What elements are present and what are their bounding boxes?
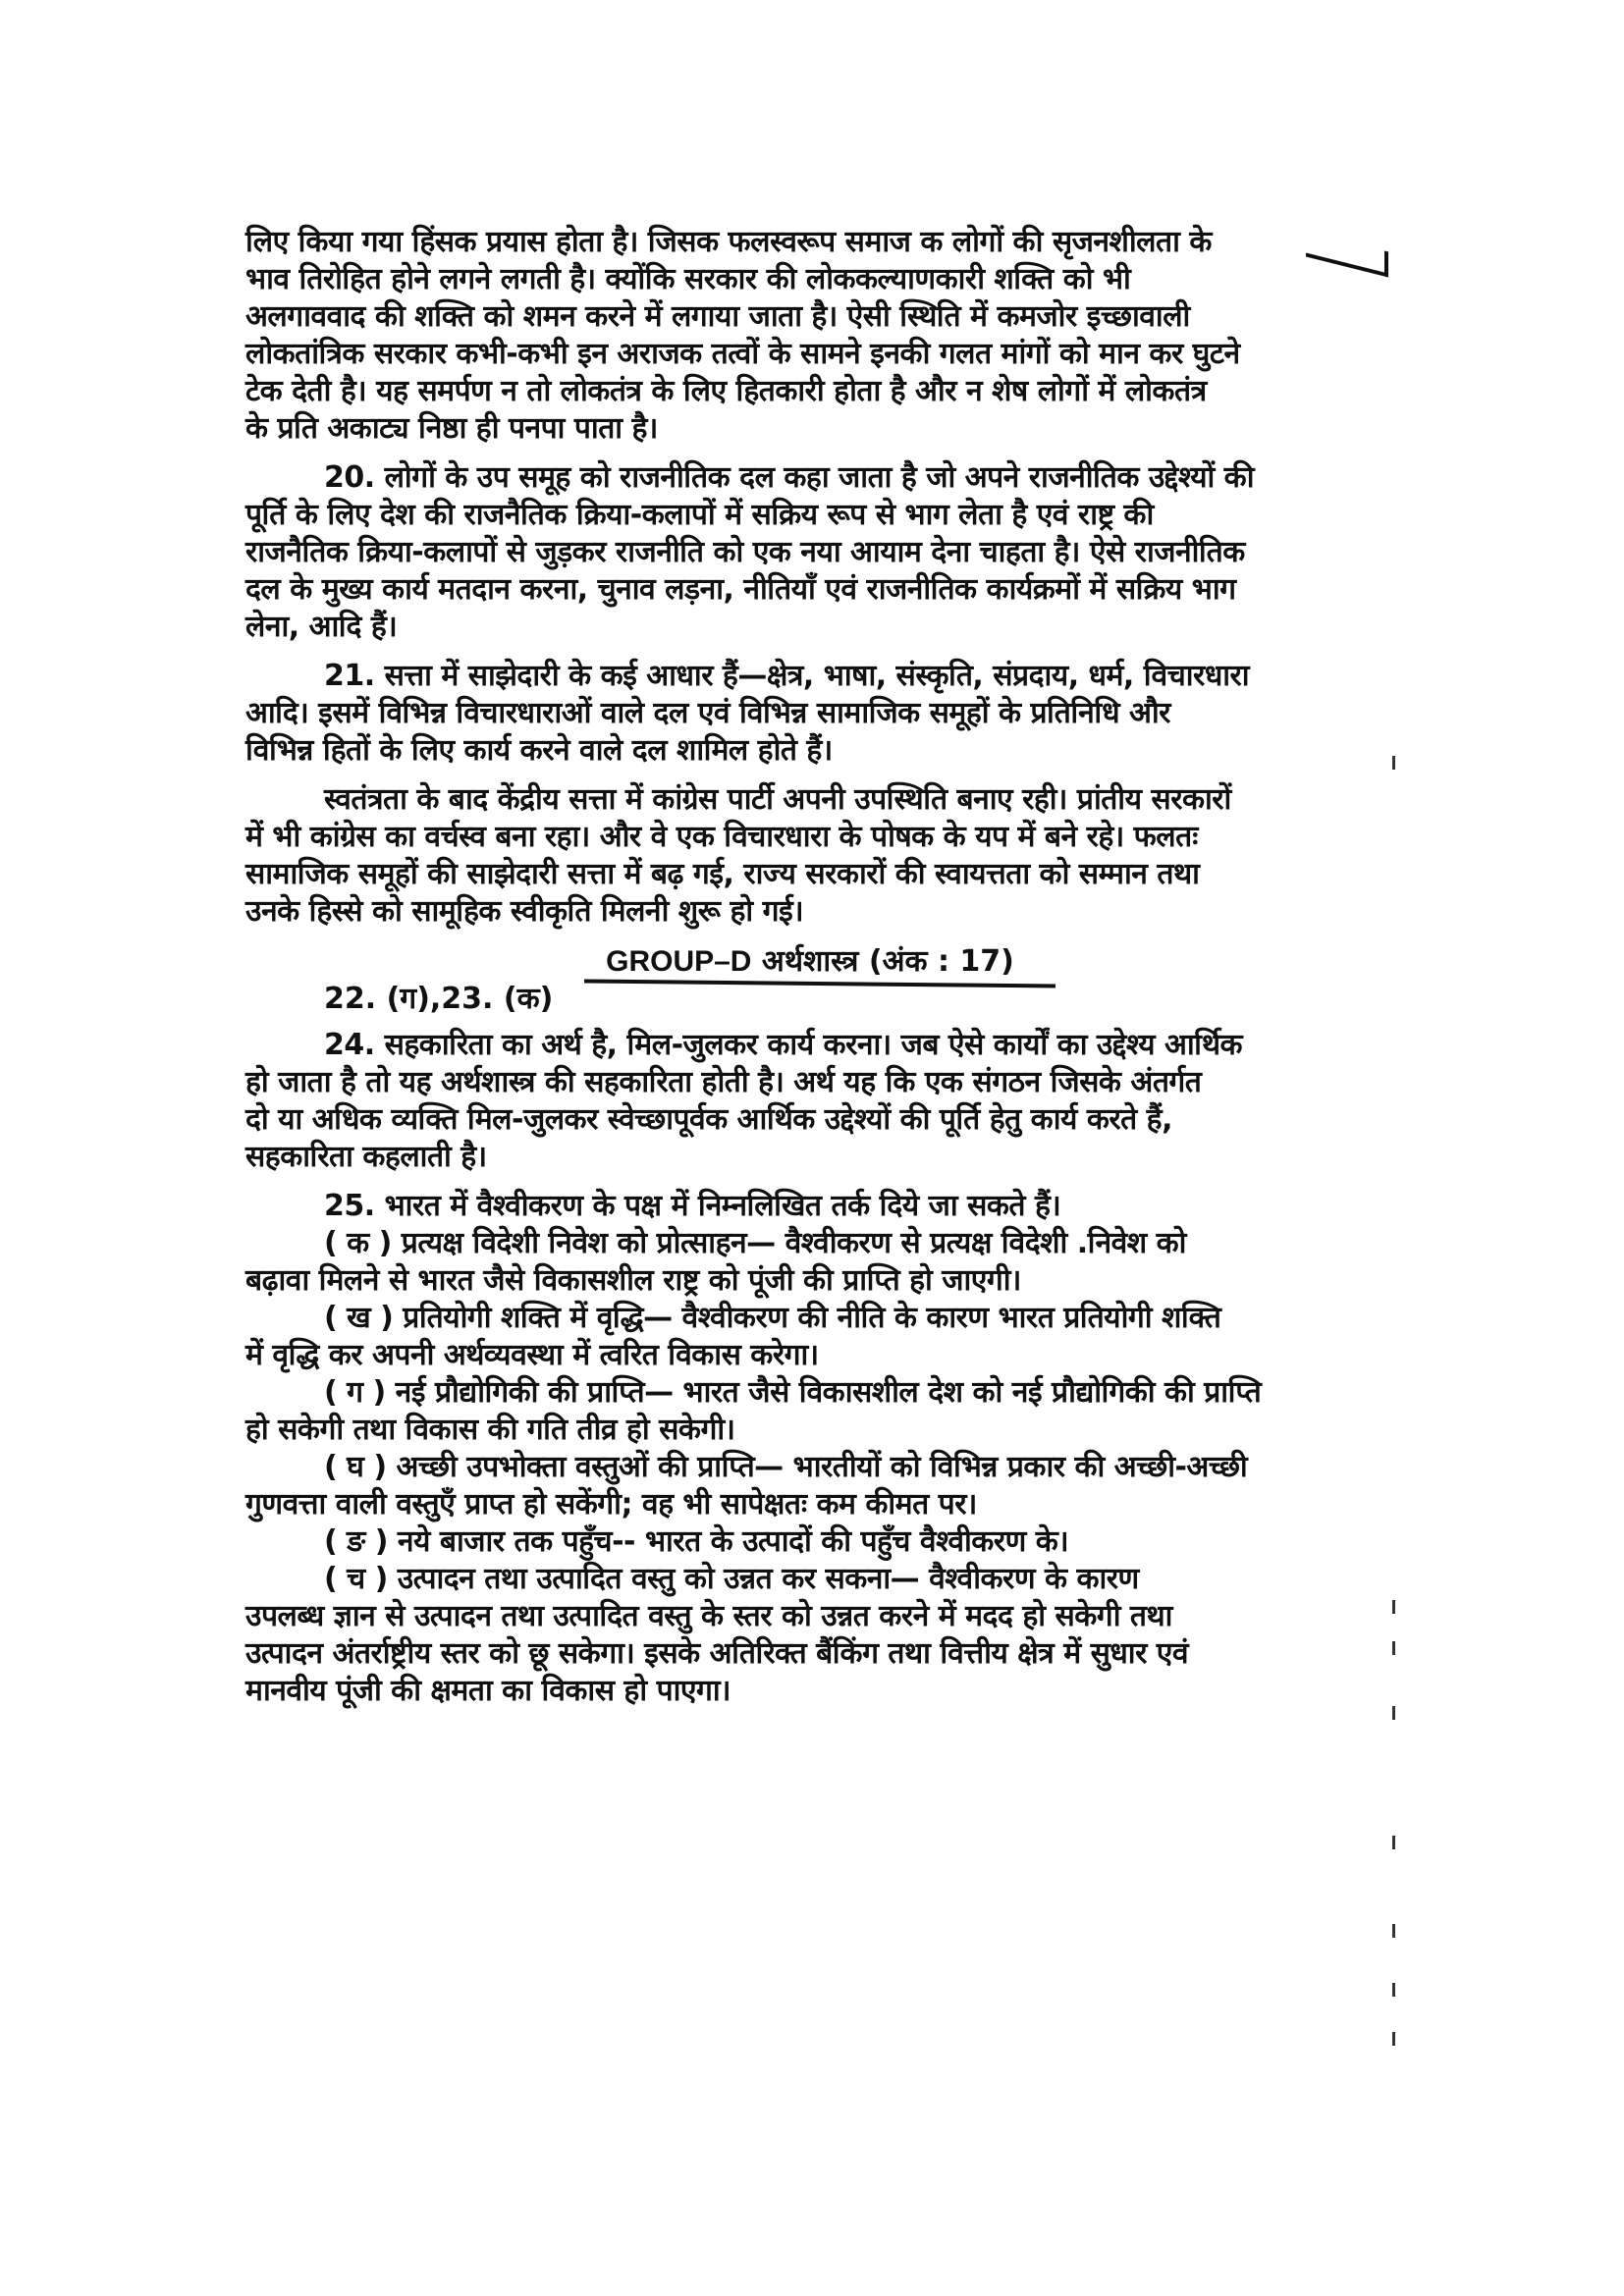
text-line: पूर्ति के लिए देश की राजनैतिक क्रिया-कलापों में सक्रिय रूप से भाग लेता है एवं राष्ट्र की — [245, 498, 1154, 532]
text-line: हो जाता है तो यह अर्थशास्त्र की सहकारिता होती है। अर्थ यह कि एक संगठन जिसके अंतर्गत — [245, 1065, 1202, 1099]
text-line: उत्पादन अंतर्राष्ट्रीय स्तर को छू सकेगा। इसके अतिरिक्त बैंकिंग तथा वित्तीय क्षेत्र में सुधार एवं — [245, 1636, 1189, 1671]
text-line: के प्रति अकाट्य निष्ठा ही पनपा पाता है। — [245, 411, 658, 446]
text-line: भाव तिरोहित होने लगने लगती है। क्योंकि सरकार की लोककल्याणकारी शक्ति को भी — [245, 262, 1131, 296]
document-page — [245, 224, 1375, 1722]
text-line: आदि। इसमें विभिन्न विचारधाराओं वाले दल एवं विभिन्न सामाजिक समूहों के प्रतिनिधि और — [245, 696, 1170, 730]
text-line: 20. लोगों के उप समूह को राजनीतिक दल कहा जाता है जो अपने राजनीतिक उद्देश्यों की — [324, 460, 1254, 495]
margin-mark — [1392, 1641, 1395, 1655]
text-line: स्वतंत्रता के बाद केंद्रीय सत्ता में कांग्रेस पार्टी अपनी उपस्थिति बनाए रही। प्रांतीय सरकारों — [324, 782, 1231, 817]
section-heading — [245, 942, 1375, 982]
marks-label: (अंक : 17) — [868, 944, 1014, 979]
answer-24 — [245, 1027, 1375, 1176]
margin-mark — [1392, 1983, 1395, 1997]
text-line: दो या अधिक व्यक्ति मिल-जुलकर स्वेच्छापूर्वक आर्थिक उद्देश्यों की पूर्ति हेतु कार्य करते हैं, — [245, 1102, 1173, 1137]
point-gha: ( घ ) अच्छी उपभोक्ता वस्तुओं की प्राप्ति— भारतीयों को विभिन्न प्रकार की अच्छी-अच्छी — [324, 1450, 1248, 1484]
text-line: 24. सहकारिता का अर्थ है, मिल-जुलकर कार्य करना। जब ऐसे कार्यों का उद्देश्य आर्थिक — [324, 1028, 1243, 1062]
margin-mark — [1392, 1600, 1395, 1614]
text-line: टेक देती है। यह समर्पण न तो लोकतंत्र के लिए हितकारी होता है और न शेष लोगों में लोकतंत्र — [245, 374, 1207, 408]
text-line: गुणवत्ता वाली वस्तुएँ प्राप्त हो सकेंगी; वह भी सापेक्षतः कम कीमत पर। — [245, 1487, 977, 1522]
text-line: उनके हिस्से को सामूहिक स्वीकृति मिलनी शुरू हो गई। — [245, 894, 804, 929]
text-line: लिए किया गया हिंसक प्रयास होता है। जिसक फलस्वरूप समाज क लोगों की सृजनशीलता के — [245, 225, 1212, 259]
margin-mark — [1392, 1924, 1395, 1938]
answer-20 — [245, 459, 1375, 646]
point-kha: ( ख ) प्रतियोगी शक्ति में वृद्धि— वैश्वीकरण की नीति के कारण भारत प्रतियोगी शक्ति — [324, 1301, 1221, 1335]
text-line: लोकतांत्रिक सरकार कभी-कभी इन अराजक तत्वों के सामने इनकी गलत मांगों को मान कर घुटने — [245, 337, 1240, 371]
text-line: विभिन्न हितों के लिए कार्य करने वाले दल शामिल होते हैं। — [245, 733, 833, 768]
text-line: उपलब्ध ज्ञान से उत्पादन तथा उत्पादित वस्तु के स्तर को उन्नत करने में मदद हो सकेगी तथा — [245, 1599, 1172, 1633]
answer-21 — [245, 658, 1375, 770]
subject-label: अर्थशास्त्र — [761, 944, 859, 979]
text-line: अलगाववाद की शक्ति को शमन करने में लगाया जाता है। ऐसी स्थिति में कमजोर इच्छावाली — [245, 299, 1190, 334]
margin-mark — [1392, 2032, 1395, 2046]
margin-mark — [1392, 1706, 1395, 1720]
text-line: दल के मुख्य कार्य मतदान करना, चुनाव लड़ना, नीतियाँ एवं राजनीतिक कार्यक्रमों में सक्रिय भाग — [245, 572, 1236, 607]
point-ga: ( ग ) नई प्रौद्योगिकी की प्राप्ति— भारत जैसे विकासशील देश को नई प्रौद्योगिकी की प्राप्ति — [324, 1375, 1262, 1410]
margin-mark — [1392, 1836, 1395, 1849]
group-label: GROUP–D — [606, 945, 752, 978]
answers-22-23: 22. (ग),23. (क) — [324, 982, 554, 1016]
answer-21-paragraph-2 — [245, 781, 1375, 931]
point-cha: ( च ) उत्पादन तथा उत्पादित वस्तु को उन्नत कर सकना— वैश्वीकरण के कारण — [324, 1562, 1139, 1596]
text-line: में भी कांग्रेस का वर्चस्व बना रहा। और वे एक विचारधारा के पोषक के यप में बने रहे। फलतः — [245, 820, 1198, 854]
text-line: लेना, आदि हैं। — [245, 610, 398, 644]
text-line: बढ़ावा मिलने से भारत जैसे विकासशील राष्ट्र को पूंजी की प्राप्ति हो जाएगी। — [245, 1263, 1021, 1298]
continuation-paragraph — [245, 224, 1375, 448]
text-line: सहकारिता कहलाती है। — [245, 1140, 487, 1174]
margin-mark — [1392, 756, 1395, 770]
text-line: हो सकेगी तथा विकास की गति तीव्र हो सकेगी। — [245, 1413, 735, 1447]
text-line: मानवीय पूंजी की क्षमता का विकास हो पाएगा। — [245, 1674, 731, 1708]
point-ka: ( क ) प्रत्यक्ष विदेशी निवेश को प्रोत्साहन— वैश्वीकरण से प्रत्यक्ष विदेशी .निवेश को — [324, 1226, 1186, 1260]
text-line: सामाजिक समूहों की साझेदारी सत्ता में बढ़ गई, राज्य सरकारों की स्वायत्तता को सम्मान तथा — [245, 857, 1200, 891]
text-line: राजनैतिक क्रिया-कलापों से जुड़कर राजनीति को एक नया आयाम देना चाहता है। ऐसे राजनीतिक — [245, 535, 1245, 569]
text-line: 21. सत्ता में साझेदारी के कई आधार हैं—क्षेत्र, भाषा, संस्कृति, संप्रदाय, धर्म, विचारधारा — [324, 659, 1250, 693]
text-line: में वृद्धि कर अपनी अर्थव्यवस्था में त्वरित विकास करेगा। — [245, 1338, 819, 1372]
point-nga: ( ङ ) नये बाजार तक पहुँच-- भारत के उत्पादों की पहुँच वैश्वीकरण के। — [324, 1524, 1069, 1559]
answer-25 — [245, 1188, 1375, 1710]
text-line: 25. भारत में वैश्वीकरण के पक्ष में निम्नलिखित तर्क दिये जा सकते हैं। — [324, 1189, 1061, 1223]
